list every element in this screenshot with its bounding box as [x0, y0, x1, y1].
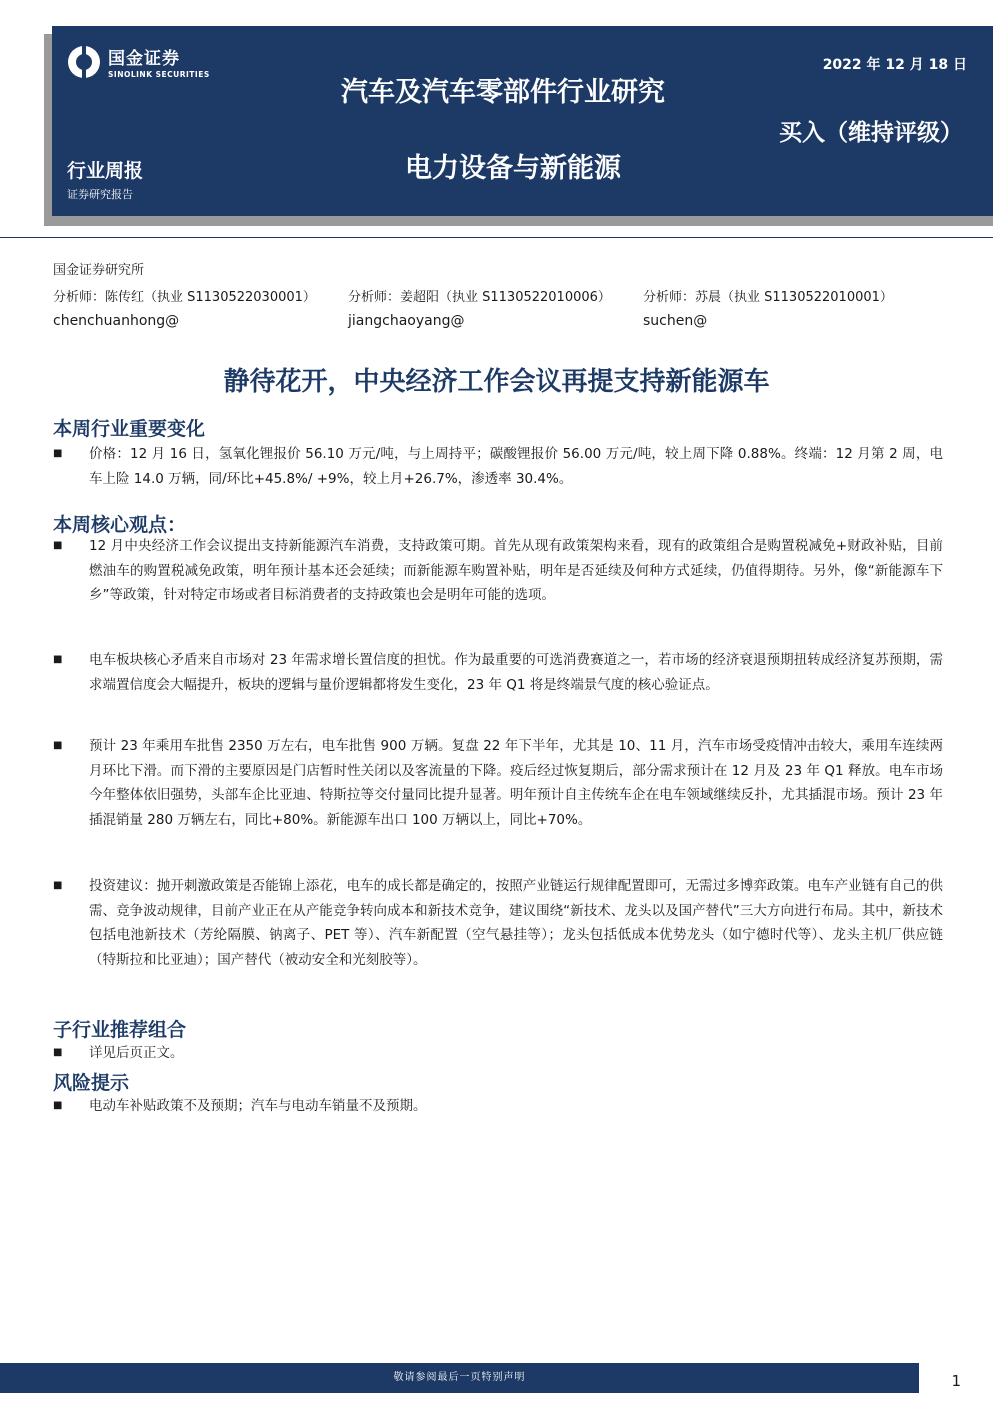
- footer-disclaimer: 敬请参阅最后一页特别声明: [0, 1363, 919, 1393]
- list-item: [53, 648, 943, 697]
- analyst-3: 分析师：苏晨（执业 S1130522010001）: [643, 290, 893, 305]
- rating-label: 买入（维持评级）: [779, 120, 963, 146]
- bullet-icon: ■: [53, 540, 63, 551]
- report-type: 行业周报: [67, 160, 144, 182]
- bullet-text: 12 月中央经济工作会议提出支持新能源汽车消费，支持政策可期。首先从现有政策架构来看，现有的政策组合是购置税减免+财政补贴，目前燃油车的购置税减免政策，明年预计基本还会延续；而新能源车购置补贴，明年是否延续及何种方式延续，仍值得期待。另外，像“新能源车下乡”等政策，针对特定市场或者目标消费者的支持政策也会是明年可能的选项。: [89, 538, 943, 603]
- list-item: [53, 874, 943, 972]
- list-item: [53, 1094, 943, 1119]
- bullet-text: 价格：12 月 16 日，氢氧化锂报价 56.10 万元/吨，与上周持平；碳酸锂报价 56.00 万元/吨，较上周下降 0.88%。终端：12 月第 2 周，电车上险 14.0 万辆，同/环比+45.8%/ +9%，较上月+26.7%，渗透率 30.4%。: [89, 446, 943, 487]
- main-title: 静待花开，中央经济工作会议再提支持新能源车: [223, 367, 770, 397]
- bullet-icon: ■: [53, 654, 63, 665]
- section-title-views: 本周核心观点：: [53, 514, 187, 536]
- page-number: 1: [951, 1372, 961, 1390]
- bullet-icon: ■: [53, 1100, 63, 1111]
- logo-icon: [68, 46, 100, 78]
- industry-subtitle: 电力设备与新能源: [405, 153, 621, 184]
- bullet-text: 电车板块核心矛盾来自市场对 23 年需求增长置信度的担忧。作为最重要的可选消费赛道之一，若市场的经济衰退预期扭转成经济复苏预期，需求端置信度会大幅提升，板块的逻辑与量价逻辑都将发生变化，23 年 Q1 将是终端景气度的核心验证点。: [89, 652, 943, 693]
- header-divider: [0, 237, 993, 238]
- industry-title: 汽车及汽车零部件行业研究: [341, 77, 665, 108]
- bullet-text: 详见后页正文。: [89, 1045, 184, 1061]
- analyst-3-email[interactable]: suchen@: [643, 313, 708, 329]
- report-date: 2022 年 12 月 18 日: [822, 57, 967, 73]
- company-logo: [68, 44, 210, 79]
- report-category: 证券研究报告: [67, 188, 133, 201]
- list-item: [53, 534, 943, 608]
- analyst-2-email[interactable]: jiangchaoyang@: [348, 313, 465, 329]
- logo-name-en: SINOLINK SECURITIES: [108, 70, 210, 79]
- bullet-icon: ■: [53, 740, 63, 751]
- report-header: [52, 26, 993, 216]
- section-title-subsector: 子行业推荐组合: [53, 1019, 187, 1041]
- list-item: [53, 734, 943, 832]
- bullet-text: 投资建议：抛开刺激政策是否能锦上添花，电车的成长都是确定的，按照产业链运行规律配置即可，无需过多博弈政策。电车产业链有自己的供需、竞争波动规律，目前产业正在从产能竞争转向成本和新技术竞争，建议围绕“新技术、龙头以及国产替代”三大方向进行布局。其中，新技术包括电池新技术（芳纶隔膜、钠离子、PET 等）、汽车新配置（空气悬挂等）；龙头包括低成本优势龙头（如宁德时代等）、龙头主机厂供应链（特斯拉和比亚迪）；国产替代（被动安全和光刻胶等）。: [89, 878, 943, 968]
- analyst-2: 分析师：姜超阳（执业 S1130522010006）: [348, 290, 611, 305]
- bullet-icon: ■: [53, 880, 63, 891]
- section-title-risk: 风险提示: [53, 1072, 130, 1094]
- bullet-text: 预计 23 年乘用车批售 2350 万左右，电车批售 900 万辆。复盘 22 年下半年，尤其是 10、11 月，汽车市场受疫情冲击较大，乘用车连续两月环比下滑。而下滑的主要原因是门店暂时性关闭以及客流量的下降。疫后经过恢复期后，部分需求预计在 12 月及 23 年 Q1 释放。电车市场今年整体依旧强势，头部车企比亚迪、特斯拉等交付量同比提升显著。明年预计自主传统车企在电车领域继续反扑，尤其插混市场。预计 23 年插混销量 280 万辆左右，同比+80%。新能源车出口 100 万辆以上，同比+70%。: [89, 738, 943, 828]
- logo-name-cn: 国金证券: [108, 49, 180, 69]
- section-title-changes: 本周行业重要变化: [53, 418, 206, 440]
- list-item: [53, 442, 943, 491]
- analyst-1: 分析师：陈传红（执业 S1130522030001）: [53, 290, 316, 305]
- list-item: [53, 1041, 943, 1066]
- bullet-icon: ■: [53, 1047, 63, 1058]
- bullet-text: 电动车补贴政策不及预期；汽车与电动车销量不及预期。: [89, 1098, 427, 1114]
- analyst-1-email[interactable]: chenchuanhong@: [53, 313, 180, 329]
- bullet-icon: ■: [53, 448, 63, 459]
- institute-name: 国金证券研究所: [53, 263, 145, 278]
